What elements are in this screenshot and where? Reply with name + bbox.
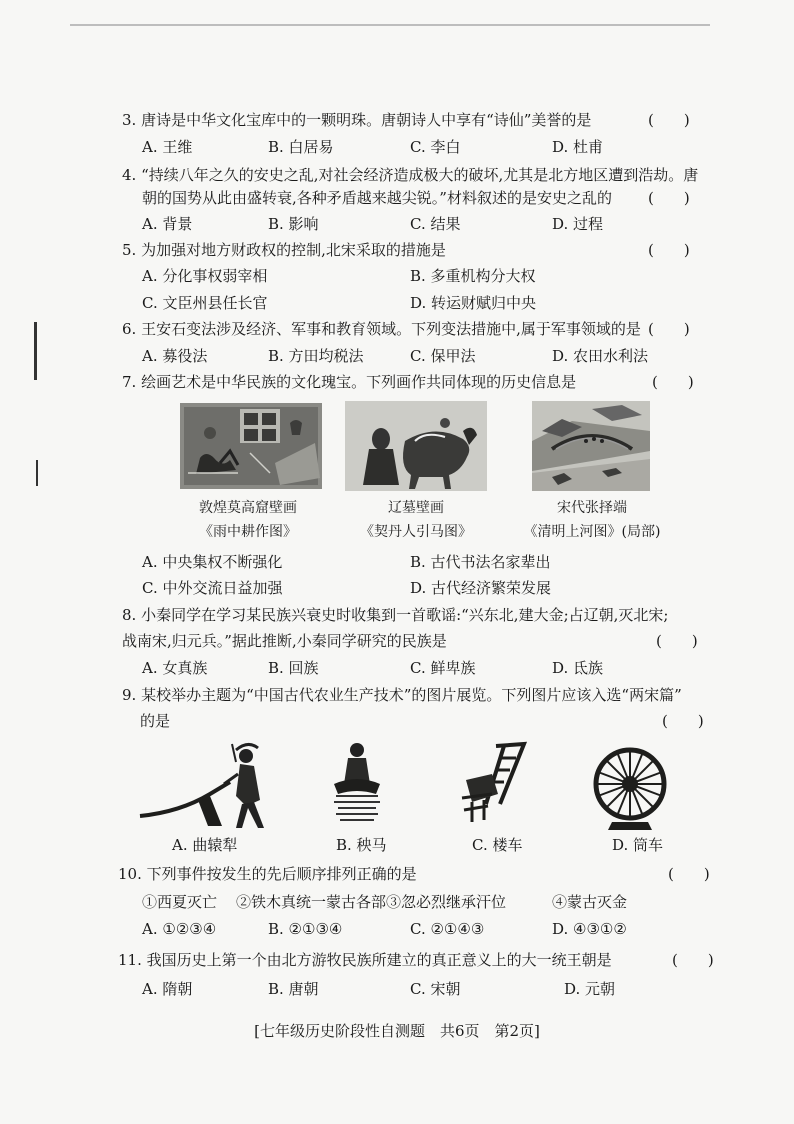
q4-stem-line2: 朝的国势从此由盛转衰,各种矛盾越来越尖锐。”材料叙述的是安史之乱的 — [142, 189, 612, 207]
q5-option-c[interactable]: C. 文臣州县任长官 — [142, 294, 268, 312]
q10-option-a[interactable]: A. ①②③④ — [142, 920, 217, 938]
water-wheel-image — [592, 742, 670, 832]
q7-caption2-line2: 《契丹人引马图》 — [360, 524, 472, 540]
q4-option-a[interactable]: A. 背景 — [142, 215, 193, 233]
q11-option-a[interactable]: A. 隋朝 — [142, 980, 193, 998]
q7-option-c[interactable]: C. 中外交流日益加强 — [142, 579, 283, 597]
q7-caption2-line1: 辽墓壁画 — [388, 500, 444, 516]
q10-stem: 10. 下列事件按发生的先后顺序排列正确的是 — [118, 865, 417, 883]
q7-option-d[interactable]: D. 古代经济繁荣发展 — [410, 579, 552, 597]
q10-answer-paren[interactable]: ( ) — [668, 865, 710, 883]
seed-drill-image — [456, 740, 530, 828]
q4-stem-line1: 4. “持续八年之久的安史之乱,对社会经济造成极大的破坏,尤其是北方地区遭到浩劫。唐 — [122, 166, 699, 184]
q8-option-b[interactable]: B. 回族 — [268, 659, 319, 677]
margin-mark — [34, 322, 37, 380]
q4-option-b[interactable]: B. 影响 — [268, 215, 319, 233]
q10-option-c[interactable]: C. ②①④③ — [410, 920, 485, 938]
q4-option-d[interactable]: D. 过程 — [552, 215, 604, 233]
q6-answer-paren[interactable]: ( ) — [648, 320, 690, 338]
q3-option-d[interactable]: D. 杜甫 — [552, 138, 604, 156]
q7-caption1-line2: 《雨中耕作图》 — [199, 524, 297, 540]
q6-option-b[interactable]: B. 方田均税法 — [268, 347, 364, 365]
q11-option-b[interactable]: B. 唐朝 — [268, 980, 319, 998]
q7-caption3-line1: 宋代张择端 — [557, 500, 627, 516]
q8-option-d[interactable]: D. 氐族 — [552, 659, 604, 677]
page-footer: [七年级历史阶段性自测题 共6页 第2页] — [254, 1022, 540, 1040]
q8-answer-paren[interactable]: ( ) — [656, 632, 698, 650]
q10-option-d[interactable]: D. ④③①② — [552, 920, 627, 938]
q10-event-1: ①西夏灭亡 — [142, 893, 218, 911]
liao-tomb-mural-image — [345, 401, 487, 491]
q5-answer-paren[interactable]: ( ) — [648, 241, 690, 259]
q5-option-a[interactable]: A. 分化事权弱宰相 — [142, 267, 268, 285]
q8-option-c[interactable]: C. 鲜卑族 — [410, 659, 476, 677]
q3-option-c[interactable]: C. 李白 — [410, 138, 461, 156]
q8-stem-line2: 战南宋,归元兵。”据此推断,小秦同学研究的民族是 — [122, 632, 447, 650]
q11-stem: 11. 我国历史上第一个由北方游牧民族所建立的真正意义上的大一统王朝是 — [118, 951, 612, 969]
q6-option-a[interactable]: A. 募役法 — [142, 347, 208, 365]
q7-option-b[interactable]: B. 古代书法名家辈出 — [410, 553, 551, 571]
curved-plow-image — [136, 738, 270, 832]
q8-stem-line1: 8. 小秦同学在学习某民族兴衰史时收集到一首歌谣:“兴东北,建大金;占辽朝,灭北宋; — [122, 606, 669, 624]
q7-caption1-line1: 敦煌莫高窟壁画 — [199, 500, 297, 516]
q5-option-b[interactable]: B. 多重机构分大权 — [410, 267, 536, 285]
q6-option-c[interactable]: C. 保甲法 — [410, 347, 476, 365]
q8-option-a[interactable]: A. 女真族 — [142, 659, 208, 677]
q4-option-c[interactable]: C. 结果 — [410, 215, 461, 233]
q7-stem: 7. 绘画艺术是中华民族的文化瑰宝。下列画作共同体现的历史信息是 — [122, 373, 577, 391]
q9-option-b[interactable]: B. 秧马 — [336, 836, 387, 854]
q11-option-c[interactable]: C. 宋朝 — [410, 980, 461, 998]
q3-answer-paren[interactable]: ( ) — [648, 111, 690, 129]
q7-option-a[interactable]: A. 中央集权不断强化 — [142, 553, 283, 571]
q7-answer-paren[interactable]: ( ) — [652, 373, 694, 391]
margin-mark — [36, 460, 38, 486]
q11-answer-paren[interactable]: ( ) — [672, 951, 714, 969]
q9-answer-paren[interactable]: ( ) — [662, 712, 704, 730]
q9-option-a[interactable]: A. 曲辕犁 — [172, 836, 238, 854]
q9-option-c[interactable]: C. 楼车 — [472, 836, 523, 854]
q6-option-d[interactable]: D. 农田水利法 — [552, 347, 649, 365]
q9-stem-line2: 的是 — [140, 712, 171, 730]
q9-option-d[interactable]: D. 筒车 — [612, 836, 664, 854]
q10-event-4: ④蒙古灭金 — [552, 893, 628, 911]
q3-option-b[interactable]: B. 白居易 — [268, 138, 334, 156]
q7-caption3-line2: 《清明上河图》(局部) — [523, 524, 661, 540]
q3-option-a[interactable]: A. 王维 — [142, 138, 193, 156]
q10-event-3: ③忽必烈继承汗位 — [386, 893, 507, 911]
q9-stem-line1: 9. 某校举办主题为“中国古代农业生产技术”的图片展览。下列图片应该入选“两宋篇” — [122, 686, 682, 704]
q6-stem: 6. 王安石变法涉及经济、军事和教育领域。下列变法措施中,属于军事领域的是 — [122, 320, 641, 338]
q5-stem: 5. 为加强对地方财政权的控制,北宋采取的措施是 — [122, 241, 446, 259]
qingming-painting-image — [532, 401, 650, 491]
q10-option-b[interactable]: B. ②①③④ — [268, 920, 343, 938]
dunhuang-mural-image — [180, 403, 322, 489]
q4-answer-paren[interactable]: ( ) — [648, 189, 690, 207]
q3-stem: 3. 唐诗是中华文化宝库中的一颗明珠。唐朝诗人中享有“诗仙”美誉的是 — [122, 111, 592, 129]
seedling-horse-image — [330, 740, 384, 828]
q11-option-d[interactable]: D. 元朝 — [564, 980, 616, 998]
q10-event-2: ②铁木真统一蒙古各部 — [236, 893, 387, 911]
scan-top-line — [70, 24, 710, 26]
q5-option-d[interactable]: D. 转运财赋归中央 — [410, 294, 537, 312]
